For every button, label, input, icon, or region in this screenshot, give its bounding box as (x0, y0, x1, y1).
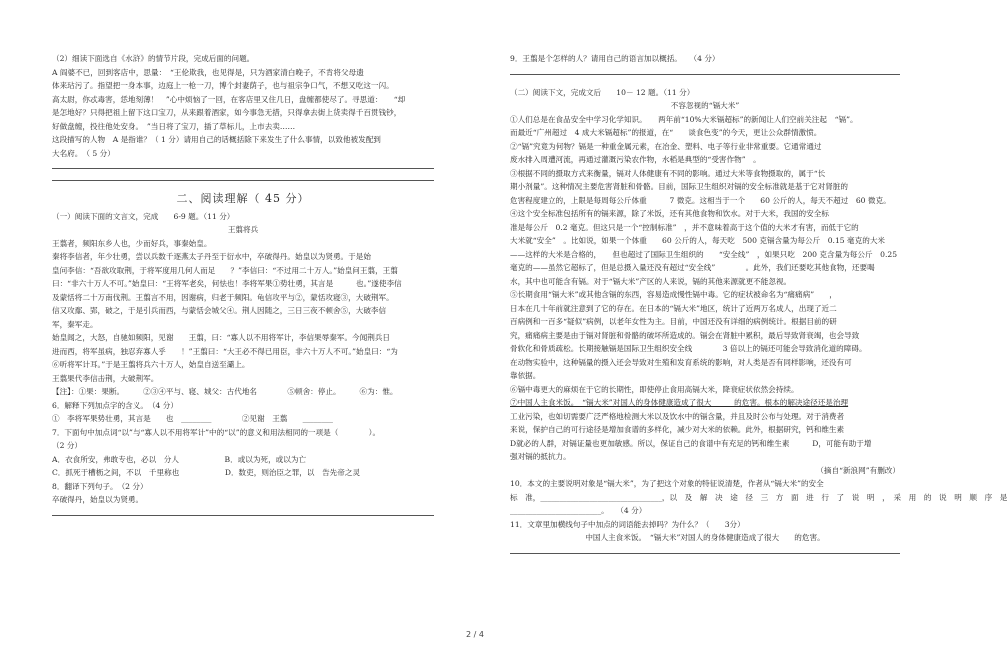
text-line: ________________________。 （4 分） (510, 506, 647, 515)
text-line: 卒破得丹，始皇以为贤勇。 (52, 495, 144, 504)
text-line: 王翦将兵 (227, 225, 259, 234)
text-line: ①人们总是在食品安全中学习化学知识。 两年前“10%大米镉超标”的新闻让人们空前关注起 “镉”。 (510, 114, 858, 124)
text-line: 而最近“广州超过 4 成大米镉超标”的报道，在“ 谈食色变”的今天，更让公众群情激愤。 (510, 128, 822, 137)
text-line: C．抓死于槽枥之间，不以 千里称也 D．数吏，则治臣之罪，以 告先帝之灵 (52, 468, 361, 477)
section-title: 二、阅读理解（ 45 分） (176, 192, 310, 205)
text-line: 10．本文的主要说明对象是“镉大米”，为了把这个对象的特征说清楚，作者从“镉大米”的安全 (510, 479, 824, 488)
text-line: （2 分） (52, 441, 83, 450)
text-line: ⑥镉中毒更大的麻烦在于它的长期性，即使停止食用高镉大米，降衰症状依然会持续。 (510, 384, 799, 394)
text-line: 准是每公斤 0.2 毫克。但这只是一个“控制标准” ，并不意味着高于这个值的大米才有害，而低于它的 (510, 222, 859, 232)
text-line: 毫克的——虽然它超标了，但是总摄入量还没有超过“安全线” 。此外，我们还要吃其他食物，还要喝 (510, 263, 875, 272)
text-line: 大名府。 （ 5 分） (52, 148, 115, 158)
text-line: 是怎地好？只得把祖上留下这口宝刀，从来跟着酒家，如今事急无措，只得拿去街上货卖得千百贯钱钞， (52, 108, 402, 117)
text-line: 水，其中也可能含有镉。对于“镉大米”产区的人来说，镉的其他来源就更不能忽视。 (510, 276, 792, 286)
text-line: A 阎婆不已，回到客店中，思量： “王伦欺我，也见得是，只为酒家清白晚子，不肯将父母遗 (52, 67, 364, 77)
text-line: 在动物实验中，这种镉量的摄入还会导致对生殖和发育系统的影响，对人类是否有同样影响，还没有可 (510, 357, 852, 367)
text-line: （2）细读下面选自《水浒》的情节片段，完成后面的问题。 (52, 54, 255, 63)
text-line: 这段描写的人物 A 是指谁？（ 1 分）请用自己的话概括除下来发生了什么事情，以致他被发配到 (52, 135, 381, 144)
answer-line (52, 168, 434, 169)
text-line: 11．文章里加横线句子中加点的词语能去掉吗？为什么？（ 3分） (510, 519, 745, 529)
text-line: （摘自“新浪网”有删改） (816, 465, 900, 475)
text-line: 危害程度建立的，上限是每周每公斤体重 7 微克。这相当于一个 60 公斤的人，每天不超过 60 微克。 (510, 195, 891, 205)
page-number: 2 / 4 (466, 630, 484, 639)
text-line: ④这个安全标准包括所有的镉来源，除了米饭，还有其他食物和饮水。对于大米，我国的安全标 (510, 209, 829, 218)
text-line: ——这样的大米是合格的， 但也超过了国际卫生组织的 “安全线” ，如果只吃 200 克含量为每公斤 0.25 (510, 249, 898, 259)
answer-line (510, 553, 900, 554)
text-line: 百病例和一百多“疑似”病例，以老年女性为主。目前，中国还没有详细的病例统计。根据目前的研 (510, 317, 837, 326)
answer-line (52, 515, 434, 516)
text-line: 6．解释下列加点字的含义。 （4 分） (52, 400, 178, 410)
text-line: 中国人主食米饭。 “镉大米”对国人的身体健康造成了很大 的危害。 (585, 533, 825, 542)
text-line: 曰：“非六十万人不可。”始皇曰：“王将军老矣，何怯也！李将军果①势壮勇，其言是 也。”遂使李信 (52, 279, 402, 288)
text-line: 好做盘缠，投往他处安身。 ”当日将了宝刀，插了草标儿，上市去卖…… (52, 121, 296, 131)
text-line: 不容忽视的“镉大米” (670, 101, 740, 110)
text-line: 军，秦军走。 (52, 319, 98, 329)
text-line: 高太尉，你忒毒害，恁地刻薄！ ”心中烦恼了一回，在客店里又住几日，盘缠都使尽了。寻思道： “却 (52, 94, 406, 104)
text-line: 及蒙恬将二十万南伐荆。王翦言不用，因谢病，归老于频阳。龟信攻平与②，蒙恬攻寝③，大破荆军。 (52, 292, 394, 302)
text-line: ③根据不同的摄取方式来衡量，镉对人体健康有不同的影响。通过大米等食物摄取的，属于“长 (510, 168, 826, 178)
text-line: 来说，保护自己的可行途径是增加食谱的多样化，减少对大米的依赖。此外，根据研究，钙和维生素 (510, 425, 845, 434)
text-line: 8．翻译下列句子。 （2 分） (52, 481, 148, 491)
text-line: ① 李将军果势壮勇，其言是 也 ________ ②见谢 王翦 ________ (52, 414, 333, 423)
answer-line (52, 180, 434, 181)
text-line: 秦将李信者，年少壮勇，尝以兵数千逐燕太子丹至于衍水中，卒破得丹。始皇以为贤勇。于是始 (52, 252, 371, 261)
text-line: 强对镉的抵抗力。 (510, 452, 571, 461)
text-line: 7．下面句中加点词“以”与“寡人以不用将军计”中的“以”的意义和用法相同的一项是（ ）。 (52, 427, 381, 437)
text-line: 期小剂量”。这种情况主要危害肾脏和骨骼。目前，国际卫生组织对镉的安全标准就是基于它对肾脏的 (510, 182, 849, 191)
text-line: 始皇闻之，大怒，自驰如频阳，见谢 王翦，曰：“寡人以不用将军计，李信果辱秦军。今闻荆兵日 (52, 333, 391, 342)
text-line: ⑤长期食用“镉大米”或其他含镉的东西，容易造成慢性镉中毒。它的症状被命名为“痛痛病” ， (510, 290, 837, 299)
text-line: 信又攻鄢、郢，破之，于是引兵而西，与蒙恬会城父④。荆人因随之，三日三夜不顿舍⑤，大破李信 (52, 306, 387, 315)
text-line: 进而西，将军虽病，独忍弃寡人乎 ！”王翦曰：“大王必不得已用臣，非六十万人不可。”始皇曰：“为 (52, 346, 398, 356)
text-line: 骨软化和骨质疏松。长期接触镉是国际卫生组织安全线 3 倍以上的镉还可能会导致消化道的障碍。 (510, 344, 867, 353)
text-line: ⑥听将军计耳。”于是王翦将兵六十万人，始皇自送至灞上。 (52, 360, 250, 369)
text-line: ②“镉”究竟为何物？镉是一种重金属元素，在冶金、塑料、电子等行业非常重要。它通常通过 (510, 141, 822, 151)
text-line: 靠依据。 (510, 371, 541, 380)
text-line: 标 准，________________________________，以 及 解 决 途 径 三 方 面 进 行 了 说 明 ， 采 用 的 说 明 顺 序 是 (510, 492, 1007, 502)
text-line: 日本在几十年前就注意到了它的存在。在日本的“镉大米”地区，统计了近两万名成人，出现了近二 (510, 303, 837, 313)
right-column (510, 52, 1007, 565)
left-column (52, 52, 434, 527)
text-line: 体来玷污了。指望把一身本事，边庭上一枪一刀，博个封妻荫子，也与祖宗争口气，不想又吃这一闪。 (52, 81, 394, 90)
text-line: D就必的人群，对镉证量也更加敏感。所以，保证自己的食谱中有充足的钙和维生素 D，可能有助于增 (510, 438, 872, 448)
text-line: 【注】：①果：果断。 ②③④平与、寝、城父：古代地名 ⑤顿舍：停止。 ⑥为：惟。 (52, 387, 398, 396)
text-line: （二）阅读下文，完成文后 10－ 12 题。（11 分） (510, 87, 695, 97)
text-line: 皇问李信：“吾欲攻取荆，于将军度用几何人而足 ？”李信曰：“不过用二十万人。”始皇问王翦，王翦 (52, 265, 398, 275)
text-line: ⑦中国人主食米饭。 “镉大米”对国人的身体健康造成了很大 的危害。根本的解决途径还是治理 (510, 398, 849, 407)
text-line: 9．王翦是个怎样的人？请用自己的语言加以概括。 （4 分） (510, 54, 720, 63)
text-line: 究，痛痛病主要是由于镉对肾脏和骨骼的破坏所造成的。镉会在肾脏中累积，最后导致肾衰竭，也会导致 (510, 330, 860, 340)
text-line: 王翦者，频阳东乡人也，少而好兵，事秦始皇。 (52, 238, 212, 248)
text-line: 大米就“安全” 。比如说，如果一个体重 60 公斤的人，每天吃 500 克镉含量为每公斤 0.15 毫克的大米 (510, 236, 886, 245)
text-line: 废水排入周遭河流，再通过灌溉污染农作物，水稻是典型的“受害作物” 。 (510, 155, 761, 164)
text-line: A．衣食所安，弗敢专也，必以 分人 B．或以为死，或以为亡 (52, 454, 307, 464)
text-line: 工业污染，也如切需要广泛严格地检测大米以及饮水中的镉含量，并且及时公布与处理。对于消费者 (510, 411, 845, 421)
answer-line (510, 74, 900, 75)
text-line: （一）阅读下面的文言文，完成 6-9 题。（11 分） (52, 211, 235, 221)
text-line: 王翦果代李信击荆，大破荆军。 (52, 373, 159, 383)
